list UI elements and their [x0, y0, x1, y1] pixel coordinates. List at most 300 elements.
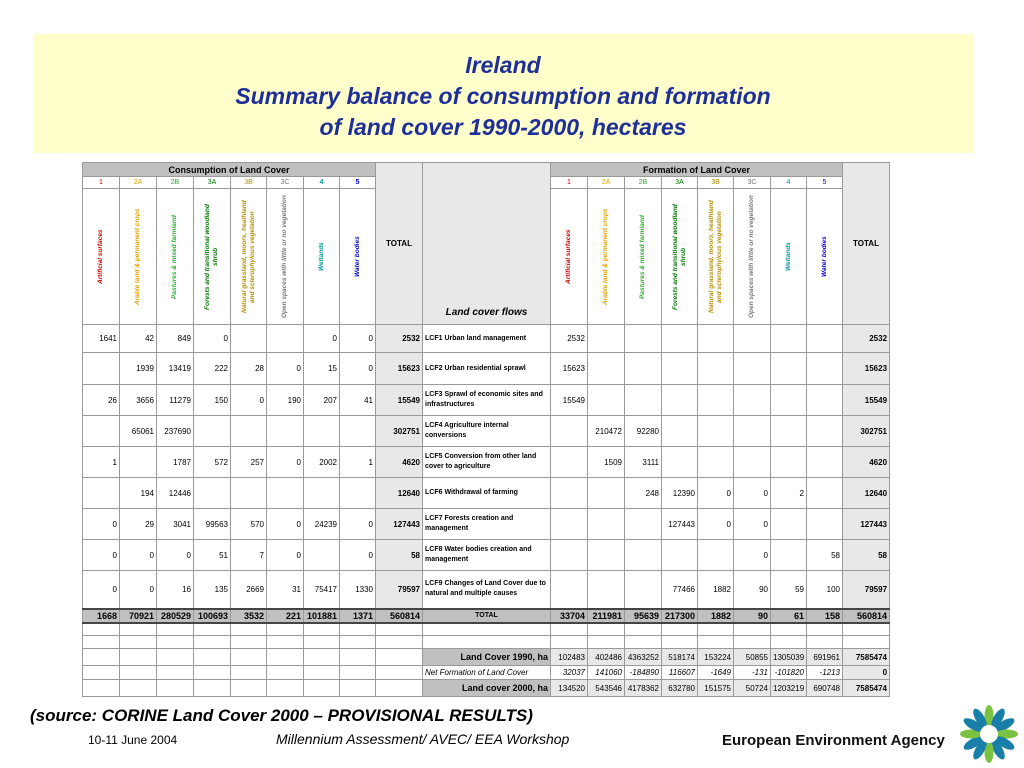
- blank-cell: [194, 649, 231, 666]
- category-name-cell: [267, 189, 304, 325]
- formation-value: [807, 478, 843, 509]
- category-name: Forests and transitional woodland shrub: [671, 203, 687, 310]
- formation-value: 3111: [625, 447, 662, 478]
- category-code: 3C: [267, 177, 304, 189]
- category-code: 1: [551, 177, 588, 189]
- summary-value: 32037: [551, 666, 588, 680]
- consumption-value: 75417: [304, 571, 340, 609]
- formation-value: [807, 447, 843, 478]
- formation-row-total: 15623: [843, 353, 890, 385]
- formation-value: [771, 385, 807, 416]
- formation-value: [588, 325, 625, 353]
- summary-value: 116607: [662, 666, 698, 680]
- blank-cell: [698, 636, 734, 649]
- formation-value: [698, 540, 734, 571]
- formation-row-total: 15549: [843, 385, 890, 416]
- formation-value: [698, 353, 734, 385]
- consumption-total: 221: [267, 609, 304, 623]
- category-name: Water bodies: [353, 236, 361, 277]
- formation-value: [588, 509, 625, 540]
- table-row: [83, 385, 890, 416]
- consumption-value: 16: [157, 571, 194, 609]
- consumption-row-total: 302751: [376, 416, 423, 447]
- formation-value: [551, 509, 588, 540]
- summary-total: 7585474: [843, 649, 890, 666]
- formation-value: 2532: [551, 325, 588, 353]
- consumption-value: 257: [231, 447, 267, 478]
- blank-cell: [376, 680, 423, 697]
- formation-value: [734, 447, 771, 478]
- summary-value: -101820: [771, 666, 807, 680]
- consumption-value: 572: [194, 447, 231, 478]
- category-name-cell: [771, 189, 807, 325]
- consumption-value: 3041: [157, 509, 194, 540]
- totals-row: [83, 609, 890, 623]
- consumption-value: 15: [304, 353, 340, 385]
- blank-cell: [267, 680, 304, 697]
- formation-value: 15549: [551, 385, 588, 416]
- blank-cell: [120, 680, 157, 697]
- consumption-value: 12446: [157, 478, 194, 509]
- category-name-cell: [194, 189, 231, 325]
- consumption-value: 1330: [340, 571, 376, 609]
- blank-cell: [231, 649, 267, 666]
- formation-value: [625, 571, 662, 609]
- formation-value: [551, 478, 588, 509]
- blank-cell: [625, 623, 662, 636]
- formation-value: [588, 385, 625, 416]
- consumption-value: [83, 416, 120, 447]
- blank-cell: [376, 623, 423, 636]
- formation-row-total: 302751: [843, 416, 890, 447]
- category-name: Artificial surfaces: [97, 229, 104, 284]
- formation-value: [588, 353, 625, 385]
- consumption-total-header: TOTAL: [376, 163, 423, 325]
- blank-cell: [304, 666, 340, 680]
- category-code: 2A: [120, 177, 157, 189]
- category-name: Open spaces with little or no vegetation: [281, 195, 288, 318]
- flow-label: LCF1 Urban land management: [423, 325, 551, 353]
- consumption-value: 29: [120, 509, 157, 540]
- category-code: 3A: [194, 177, 231, 189]
- consumption-row-total: 58: [376, 540, 423, 571]
- category-code: 3B: [231, 177, 267, 189]
- land-cover-balance-table: [82, 162, 890, 697]
- summary-label: Land Cover 1990, ha: [423, 649, 551, 666]
- formation-value: 0: [698, 509, 734, 540]
- consumption-value: 1: [340, 447, 376, 478]
- table-row: [83, 325, 890, 353]
- summary-value: -1213: [807, 666, 843, 680]
- consumption-total: 70921: [120, 609, 157, 623]
- blank-cell: [157, 666, 194, 680]
- consumption-row-total: 79597: [376, 571, 423, 609]
- consumption-value: [340, 416, 376, 447]
- formation-total: 211981: [588, 609, 625, 623]
- blank-cell: [304, 649, 340, 666]
- blank-cell: [194, 636, 231, 649]
- category-name-cell: [551, 189, 588, 325]
- consumption-value: 51: [194, 540, 231, 571]
- consumption-value: [83, 478, 120, 509]
- formation-value: 210472: [588, 416, 625, 447]
- consumption-value: 13419: [157, 353, 194, 385]
- summary-value: 1203219: [771, 680, 807, 697]
- summary-value: 543546: [588, 680, 625, 697]
- consumption-value: 26: [83, 385, 120, 416]
- consumption-value: [194, 478, 231, 509]
- summary-value: 691961: [807, 649, 843, 666]
- formation-value: [698, 325, 734, 353]
- consumption-row-total: 12640: [376, 478, 423, 509]
- summary-row: [83, 666, 890, 680]
- category-code: 3A: [662, 177, 698, 189]
- slide-title-line3: of land cover 1990-2000, hectares: [319, 114, 687, 140]
- blank-cell: [304, 623, 340, 636]
- blank-cell: [698, 623, 734, 636]
- consumption-value: 65061: [120, 416, 157, 447]
- category-code: 3B: [698, 177, 734, 189]
- category-name-cell: [157, 189, 194, 325]
- blank-cell: [231, 623, 267, 636]
- consumption-row-total: 127443: [376, 509, 423, 540]
- formation-value: [698, 416, 734, 447]
- formation-value: 12390: [662, 478, 698, 509]
- flow-label: LCF2 Urban residential sprawl: [423, 353, 551, 385]
- summary-row: [83, 680, 890, 697]
- slide-title-line2: Summary balance of consumption and formation: [235, 83, 771, 109]
- totals-label: TOTAL: [423, 609, 551, 623]
- consumption-value: 2669: [231, 571, 267, 609]
- formation-value: [771, 447, 807, 478]
- consumption-total: 3532: [231, 609, 267, 623]
- category-name: Arable land & permanent crops: [602, 208, 609, 305]
- category-code: 5: [807, 177, 843, 189]
- summary-value: 4363252: [625, 649, 662, 666]
- title-box: [33, 34, 973, 153]
- blank-cell: [423, 623, 551, 636]
- consumption-value: 0: [267, 353, 304, 385]
- consumption-value: 31: [267, 571, 304, 609]
- consumption-value: 1939: [120, 353, 157, 385]
- table-row: [83, 571, 890, 609]
- formation-value: 77466: [662, 571, 698, 609]
- formation-value: [771, 353, 807, 385]
- flows-header: Land cover flows: [423, 163, 551, 325]
- consumption-value: 11279: [157, 385, 194, 416]
- summary-label: Land cover 2000, ha: [423, 680, 551, 697]
- summary-row: [83, 649, 890, 666]
- consumption-value: [340, 478, 376, 509]
- category-name-cell: [120, 189, 157, 325]
- formation-value: [734, 385, 771, 416]
- flow-label: LCF7 Forests creation and management: [423, 509, 551, 540]
- consumption-row-total: 2532: [376, 325, 423, 353]
- consumption-value: 0: [340, 540, 376, 571]
- blank-cell: [340, 623, 376, 636]
- blank-cell: [157, 636, 194, 649]
- formation-value: [807, 416, 843, 447]
- consumption-value: 1641: [83, 325, 120, 353]
- blank-cell: [304, 680, 340, 697]
- category-code: 2B: [157, 177, 194, 189]
- blank-cell: [231, 636, 267, 649]
- blank-cell: [83, 623, 120, 636]
- consumption-value: 0: [231, 385, 267, 416]
- consumption-value: [120, 447, 157, 478]
- blank-cell: [157, 623, 194, 636]
- summary-value: 1305039: [771, 649, 807, 666]
- formation-value: [662, 540, 698, 571]
- consumption-value: 0: [267, 509, 304, 540]
- consumption-value: 150: [194, 385, 231, 416]
- formation-value: [588, 571, 625, 609]
- consumption-value: 0: [157, 540, 194, 571]
- formation-total: 90: [734, 609, 771, 623]
- header-row-groups: [83, 163, 890, 177]
- consumption-value: 135: [194, 571, 231, 609]
- category-name-cell: [304, 189, 340, 325]
- flow-label: LCF4 Agriculture internal conversions: [423, 416, 551, 447]
- eea-logo-icon: [957, 702, 1021, 766]
- footer-agency-name: European Environment Agency: [722, 732, 945, 749]
- blank-cell: [376, 649, 423, 666]
- category-name-cell: [807, 189, 843, 325]
- formation-value: [807, 509, 843, 540]
- blank-cell: [807, 636, 843, 649]
- blank-cell: [734, 636, 771, 649]
- consumption-value: 24239: [304, 509, 340, 540]
- consumption-value: 41: [340, 385, 376, 416]
- slide-title-country: Ireland: [465, 52, 541, 78]
- summary-value: 102483: [551, 649, 588, 666]
- consumption-value: 207: [304, 385, 340, 416]
- formation-value: [807, 325, 843, 353]
- formation-value: 15623: [551, 353, 588, 385]
- formation-value: 1509: [588, 447, 625, 478]
- summary-value: -131: [734, 666, 771, 680]
- formation-value: 59: [771, 571, 807, 609]
- blank-cell: [376, 636, 423, 649]
- flow-label: LCF6 Withdrawal of farming: [423, 478, 551, 509]
- consumption-value: 0: [340, 509, 376, 540]
- formation-value: [662, 447, 698, 478]
- category-name: Arable land & permanent crops: [134, 208, 141, 305]
- consumption-value: 42: [120, 325, 157, 353]
- summary-value: 690748: [807, 680, 843, 697]
- footer-workshop: Millennium Assessment/ AVEC/ EEA Workshop: [276, 731, 570, 747]
- summary-value: 4178362: [625, 680, 662, 697]
- consumption-value: [267, 478, 304, 509]
- blank-cell: [83, 649, 120, 666]
- blank-cell: [194, 623, 231, 636]
- blank-cell: [771, 623, 807, 636]
- consumption-value: 0: [83, 540, 120, 571]
- blank-cell: [423, 636, 551, 649]
- summary-label: Net Formation of Land Cover: [423, 666, 551, 680]
- category-name: Natural grassland, moors, heathland and sclerophylous vegetation: [707, 200, 723, 313]
- blank-cell: [267, 636, 304, 649]
- formation-grand-total: 560814: [843, 609, 890, 623]
- summary-value: 402486: [588, 649, 625, 666]
- table-row: [83, 353, 890, 385]
- blank-cell: [267, 649, 304, 666]
- summary-value: 141060: [588, 666, 625, 680]
- consumption-grand-total: 560814: [376, 609, 423, 623]
- consumption-value: [231, 416, 267, 447]
- consumption-value: 0: [267, 540, 304, 571]
- blank-cell: [157, 680, 194, 697]
- consumption-value: [83, 353, 120, 385]
- category-name: Pastures & mixed farmland: [171, 214, 178, 299]
- consumption-value: 0: [340, 353, 376, 385]
- blank-cell: [340, 680, 376, 697]
- consumption-value: 99563: [194, 509, 231, 540]
- consumption-value: 1787: [157, 447, 194, 478]
- consumption-value: [267, 416, 304, 447]
- category-name: Natural grassland, moors, heathland and sclerophylous vegetation: [240, 200, 256, 313]
- formation-value: [698, 447, 734, 478]
- consumption-value: 190: [267, 385, 304, 416]
- blank-cell: [551, 636, 588, 649]
- summary-value: 632780: [662, 680, 698, 697]
- summary-value: -1649: [698, 666, 734, 680]
- blank-cell: [120, 623, 157, 636]
- category-name: Open spaces with little or no vegetation: [748, 195, 755, 318]
- consumption-value: 28: [231, 353, 267, 385]
- consumption-value: [194, 416, 231, 447]
- consumption-value: 194: [120, 478, 157, 509]
- consumption-value: 0: [120, 540, 157, 571]
- table-row: [83, 416, 890, 447]
- summary-value: 50724: [734, 680, 771, 697]
- consumption-value: 570: [231, 509, 267, 540]
- consumption-value: 3656: [120, 385, 157, 416]
- consumption-value: 1: [83, 447, 120, 478]
- formation-value: [662, 385, 698, 416]
- formation-value: [625, 385, 662, 416]
- summary-total: 0: [843, 666, 890, 680]
- formation-value: 0: [734, 478, 771, 509]
- category-code: 2B: [625, 177, 662, 189]
- category-name: Wetlands: [784, 242, 792, 271]
- consumption-row-total: 15549: [376, 385, 423, 416]
- blank-cell: [83, 666, 120, 680]
- consumption-total: 280529: [157, 609, 194, 623]
- flow-label: LCF9 Changes of Land Cover due to natural and multiple causes: [423, 571, 551, 609]
- formation-value: [551, 447, 588, 478]
- blank-cell: [267, 666, 304, 680]
- formation-total: 33704: [551, 609, 588, 623]
- formation-total: 158: [807, 609, 843, 623]
- formation-value: [551, 571, 588, 609]
- formation-value: 58: [807, 540, 843, 571]
- category-name-cell: [83, 189, 120, 325]
- flow-label: LCF8 Water bodies creation and management: [423, 540, 551, 571]
- formation-value: [807, 385, 843, 416]
- table-row: [83, 447, 890, 478]
- blank-cell: [304, 636, 340, 649]
- footer-date: 10-11 June 2004: [88, 733, 178, 747]
- consumption-value: 0: [304, 325, 340, 353]
- blank-cell: [83, 680, 120, 697]
- blank-cell: [551, 623, 588, 636]
- summary-value: -184890: [625, 666, 662, 680]
- blank-cell: [843, 623, 890, 636]
- consumption-value: [267, 325, 304, 353]
- formation-row-total: 2532: [843, 325, 890, 353]
- formation-value: [698, 385, 734, 416]
- consumption-value: 237690: [157, 416, 194, 447]
- blank-cell: [734, 623, 771, 636]
- consumption-header: Consumption of Land Cover: [83, 163, 376, 177]
- formation-value: [734, 325, 771, 353]
- category-name-cell: [698, 189, 734, 325]
- formation-value: [551, 540, 588, 571]
- blank-cell: [231, 666, 267, 680]
- formation-value: [625, 325, 662, 353]
- formation-value: 0: [734, 540, 771, 571]
- formation-value: [588, 540, 625, 571]
- blank-row: [83, 636, 890, 649]
- formation-value: [625, 540, 662, 571]
- consumption-row-total: 15623: [376, 353, 423, 385]
- category-name: Artificial surfaces: [565, 229, 572, 284]
- source-note: (source: CORINE Land Cover 2000 – PROVISIONAL RESULTS): [30, 706, 533, 725]
- category-name-cell: [734, 189, 771, 325]
- formation-value: [625, 353, 662, 385]
- category-name-cell: [662, 189, 698, 325]
- formation-value: [662, 325, 698, 353]
- formation-row-total: 4620: [843, 447, 890, 478]
- formation-row-total: 12640: [843, 478, 890, 509]
- blank-cell: [194, 680, 231, 697]
- blank-cell: [83, 636, 120, 649]
- formation-value: [807, 353, 843, 385]
- category-name-cell: [625, 189, 662, 325]
- formation-row-total: 58: [843, 540, 890, 571]
- consumption-value: 0: [120, 571, 157, 609]
- summary-value: 518174: [662, 649, 698, 666]
- category-name: Wetlands: [317, 242, 325, 271]
- consumption-value: 0: [267, 447, 304, 478]
- category-code: 3C: [734, 177, 771, 189]
- summary-value: 153224: [698, 649, 734, 666]
- formation-header: Formation of Land Cover: [551, 163, 843, 177]
- formation-value: [662, 416, 698, 447]
- formation-total-header: TOTAL: [843, 163, 890, 325]
- formation-row-total: 79597: [843, 571, 890, 609]
- category-code: 2A: [588, 177, 625, 189]
- formation-value: 0: [734, 509, 771, 540]
- blank-cell: [157, 649, 194, 666]
- consumption-value: [304, 540, 340, 571]
- consumption-total: 1668: [83, 609, 120, 623]
- category-code: 4: [771, 177, 807, 189]
- formation-value: 92280: [625, 416, 662, 447]
- consumption-value: [304, 416, 340, 447]
- flow-label: LCF3 Sprawl of economic sites and infrastructures: [423, 385, 551, 416]
- formation-value: [771, 416, 807, 447]
- consumption-total: 100693: [194, 609, 231, 623]
- blank-row: [83, 623, 890, 636]
- table-row: [83, 540, 890, 571]
- blank-cell: [120, 666, 157, 680]
- blank-cell: [662, 636, 698, 649]
- formation-value: 0: [698, 478, 734, 509]
- consumption-value: 0: [340, 325, 376, 353]
- category-code: 5: [340, 177, 376, 189]
